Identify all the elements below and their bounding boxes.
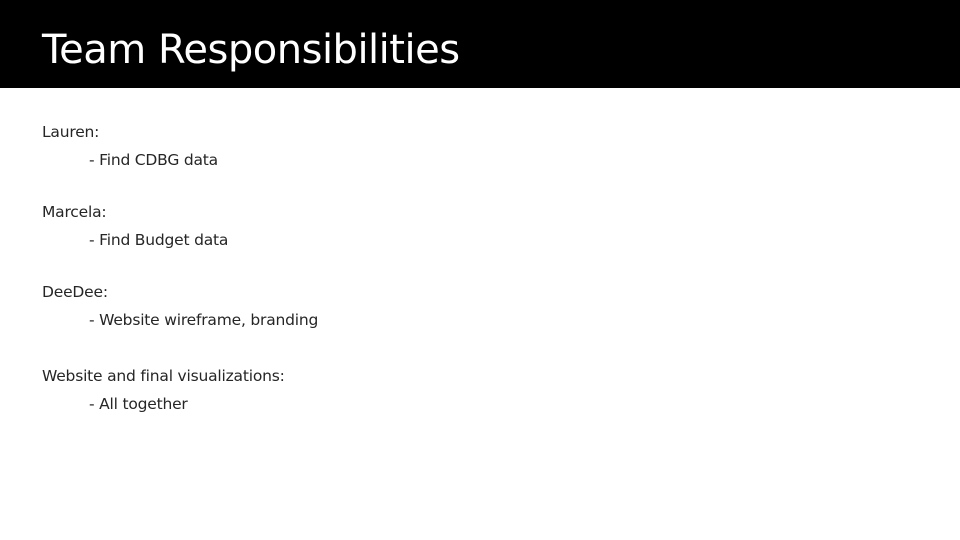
slide-title: Team Responsibilities xyxy=(42,27,460,73)
section-task-deedee: - Website wireframe, branding xyxy=(89,311,319,329)
section-task-website: - All together xyxy=(89,395,188,413)
section-owner-deedee: DeeDee: xyxy=(42,283,108,301)
section-task-lauren: - Find CDBG data xyxy=(89,151,218,169)
title-bar xyxy=(0,0,960,88)
section-task-marcela: - Find Budget data xyxy=(89,231,229,249)
section-owner-lauren: Lauren: xyxy=(42,123,100,141)
section-owner-marcela: Marcela: xyxy=(42,203,107,221)
section-owner-website: Website and final visualizations: xyxy=(42,367,285,385)
